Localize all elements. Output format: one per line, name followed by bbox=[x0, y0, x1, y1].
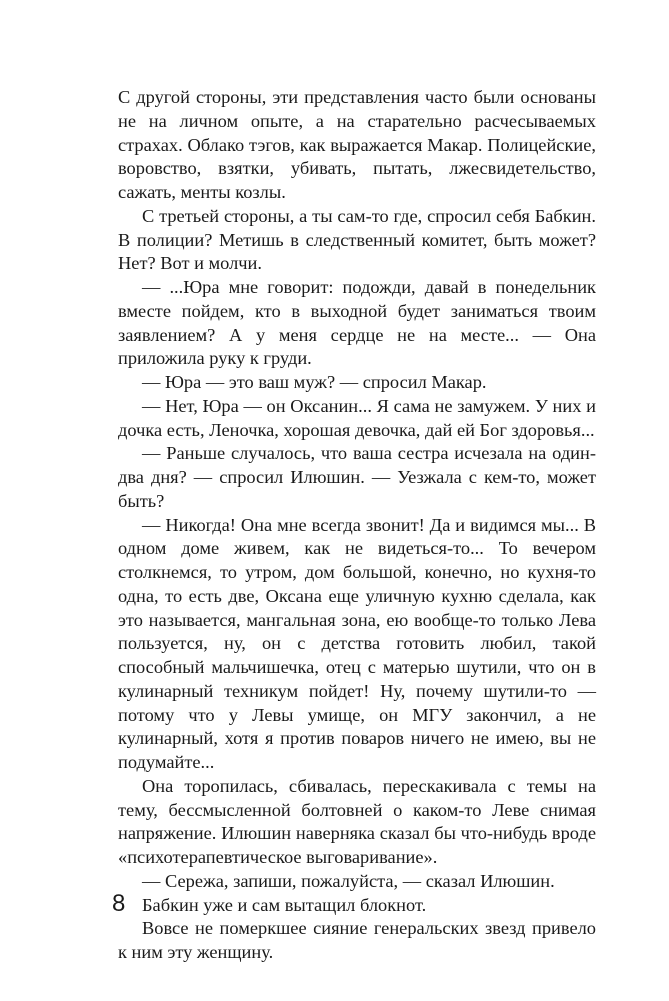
paragraph: — Никогда! Она мне всегда звонит! Да и видимся мы... В одном доме живем, как не видеться-то... То вечером столкнемся, то утром, дом большой, конечно, но кухня-то одна, то есть две, Оксана еще уличную кухню сделала, как это называется, мангальная зона, ею вообще-то только Лева пользуется, ну, он с детства готовить любил, такой способный мальчишечка, отец с матерью шутили, что он в кулинарный техникум пойдет! Ну, почему шутили-то — потому что у Левы умище, он МГУ закончил, а не кулинарный, хотя я против поваров ничего не имею, вы не подумайте... bbox=[118, 514, 596, 772]
body-text bbox=[118, 86, 596, 965]
paragraph: — Юра — это ваш муж? — спросил Макар. bbox=[142, 372, 487, 392]
paragraph: — Раньше случалось, что ваша сестра исчезала на один-два дня? — спросил Илюшин. — Уезжала с кем-то, может быть? bbox=[118, 443, 596, 511]
paragraph: — Сережа, запиши, пожалуйста, — сказал Илюшин. bbox=[142, 870, 555, 891]
page-number: 8 bbox=[112, 890, 126, 917]
paragraph: Вовсе не померкшее сияние генеральских звезд привело к ним эту женщину. bbox=[118, 918, 596, 962]
paragraph: — ...Юра мне говорит: подожди, давай в понедельник вместе пойдем, кто в выходной будет заниматься твоим заявлением? А у меня сердце не на месте... — Она приложила руку к груди. bbox=[118, 277, 596, 369]
paragraph: Она торопилась, сбивалась, перескакивала с темы на тему, бессмысленной болтовней о каком-то Леве снимая напряжение. Илюшин наверняка сказал бы что-нибудь вроде «психотерапевтическое выговаривание». bbox=[118, 775, 596, 867]
paragraph: С третьей стороны, а ты сам-то где, спросил себя Бабкин. В полиции? Метишь в следственный комитет, быть может? Нет? Вот и молчи. bbox=[118, 205, 596, 274]
paragraph: — Нет, Юра — он Оксанин... Я сама не замужем. У них и дочка есть, Леночка, хорошая девочка, дай ей Бог здоровья... bbox=[118, 395, 596, 440]
paragraph: С другой стороны, эти представления часто были основаны не на личном опыте, а на старательно расчесываемых страхах. Облако тэгов, как выражается Макар. Полицейские, воровство, взятки, убивать, пытать, лжесвидетельство, сажать, менты козлы. bbox=[118, 87, 596, 202]
paragraph: Бабкин уже и сам вытащил блокнот. bbox=[142, 894, 427, 915]
